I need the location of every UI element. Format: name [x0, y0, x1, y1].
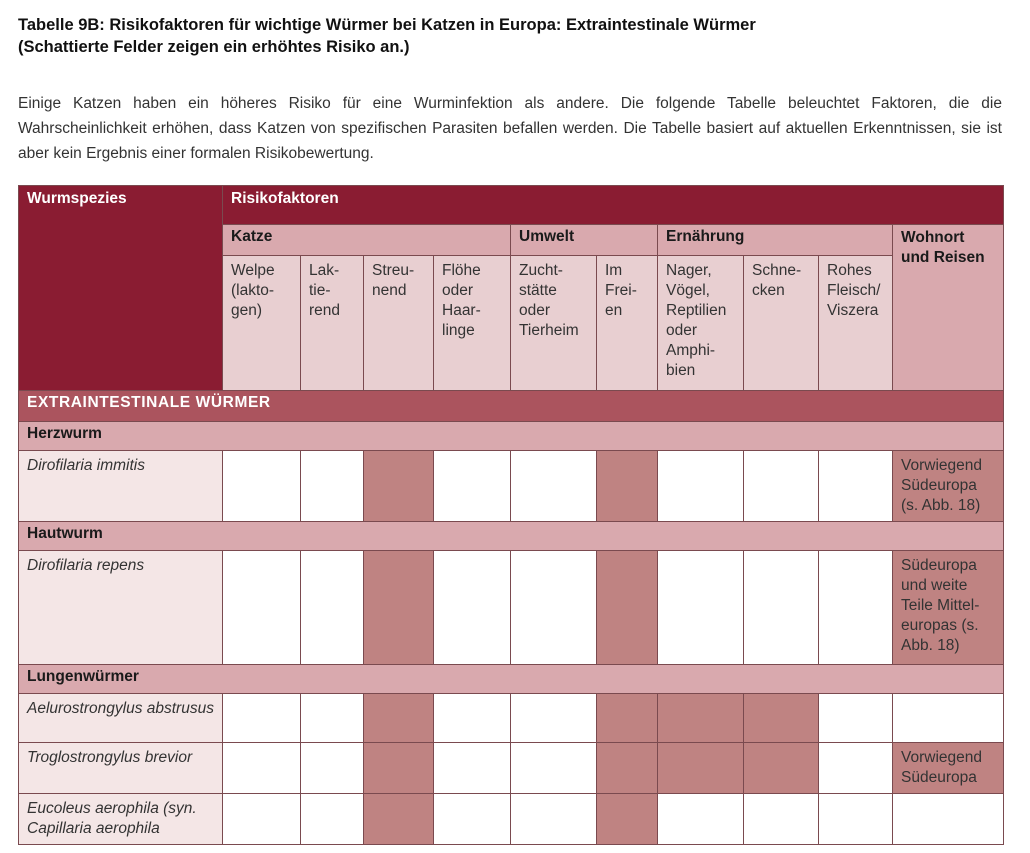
risk-cell-shaded [364, 694, 434, 743]
risk-cell-empty [434, 794, 511, 845]
factor-header-laktierend: Lak-tie-rend [301, 256, 364, 391]
species-name: Eucoleus aerophila (syn. Capillaria aerophila [19, 794, 223, 845]
risk-cell-empty [223, 794, 301, 845]
worm-group-header: Lungenwürmer [19, 665, 1004, 694]
factor-header-streunend: Streu-nend [364, 256, 434, 391]
risk-cell-empty [819, 743, 893, 794]
factor-header-schnecken: Schne-cken [744, 256, 819, 391]
risk-cell-empty [744, 551, 819, 665]
section-header: EXTRAINTESTINALE WÜRMER [19, 391, 1004, 422]
risk-cell-shaded [364, 451, 434, 522]
risk-cell-shaded [597, 551, 658, 665]
worm-group-header: Herzwurm [19, 422, 1004, 451]
factor-header-welpe: Welpe (lakto-gen) [223, 256, 301, 391]
species-row [19, 694, 1004, 743]
risk-cell-shaded [597, 694, 658, 743]
species-row [19, 451, 1004, 522]
species-row [19, 551, 1004, 665]
risk-cell-empty [819, 451, 893, 522]
risk-cell-empty [434, 743, 511, 794]
group-header-wohnort: Wohnort und Reisen [893, 225, 1004, 391]
risk-cell-empty [511, 451, 597, 522]
risk-cell-shaded [364, 794, 434, 845]
risk-cell-empty [511, 743, 597, 794]
risk-cell-empty [301, 694, 364, 743]
risk-cell-empty [223, 451, 301, 522]
risk-cell-shaded [744, 694, 819, 743]
species-name: Dirofilaria immitis [19, 451, 223, 522]
worm-group-header: Hautwurm [19, 522, 1004, 551]
wohnort-cell: Vorwiegend Südeuropa (s. Abb. 18) [893, 451, 1004, 522]
risk-cell-shaded [597, 451, 658, 522]
group-header-umwelt: Umwelt [511, 225, 658, 256]
species-name: Dirofilaria repens [19, 551, 223, 665]
risk-cell-empty [301, 794, 364, 845]
header-risk-factors: Risikofaktoren [223, 186, 1004, 225]
risk-cell-shaded [658, 694, 744, 743]
group-header-katze: Katze [223, 225, 511, 256]
risk-cell-empty [819, 694, 893, 743]
risk-cell-empty [301, 743, 364, 794]
risk-cell-empty [223, 694, 301, 743]
species-name: Troglostrongylus brevior [19, 743, 223, 794]
risk-cell-shaded [364, 551, 434, 665]
risk-cell-shaded [597, 743, 658, 794]
factor-header-floehe: Flöhe oder Haar-linge [434, 256, 511, 391]
risk-cell-empty [434, 451, 511, 522]
factor-header-nager: Nager, Vögel, Reptilien oder Amphi-bien [658, 256, 744, 391]
risk-cell-shaded [658, 743, 744, 794]
risk-cell-empty [819, 794, 893, 845]
title-line-2: (Schattierte Felder zeigen ein erhöhtes Risiko an.) [18, 38, 410, 56]
risk-cell-empty [301, 451, 364, 522]
risk-cell-empty [744, 451, 819, 522]
species-row [19, 743, 1004, 794]
risk-cell-empty [658, 794, 744, 845]
risk-factor-table [18, 185, 1004, 845]
species-name: Aelurostrongylus abstrusus [19, 694, 223, 743]
risk-cell-shaded [597, 794, 658, 845]
risk-cell-empty [223, 743, 301, 794]
factor-header-rohes-fleisch: Rohes Fleisch/ Viszera [819, 256, 893, 391]
group-header-ernaehrung: Ernährung [658, 225, 893, 256]
factor-header-zuchtstaette: Zucht-stätte oder Tierheim [511, 256, 597, 391]
wohnort-cell: Vorwiegend Südeuropa [893, 743, 1004, 794]
risk-cell-empty [434, 551, 511, 665]
risk-cell-empty [511, 551, 597, 665]
risk-cell-shaded [744, 743, 819, 794]
risk-cell-empty [301, 551, 364, 665]
wohnort-cell [893, 794, 1004, 845]
risk-cell-empty [511, 794, 597, 845]
risk-cell-empty [511, 694, 597, 743]
risk-cell-empty [658, 451, 744, 522]
title-line-1: Tabelle 9B: Risikofaktoren für wichtige Würmer bei Katzen in Europa: Extraintestinale Würmer [18, 16, 756, 34]
risk-cell-shaded [364, 743, 434, 794]
risk-cell-empty [744, 794, 819, 845]
risk-cell-empty [658, 551, 744, 665]
wohnort-cell [893, 694, 1004, 743]
risk-cell-empty [819, 551, 893, 665]
species-row [19, 794, 1004, 845]
table-title [18, 14, 1018, 58]
risk-cell-empty [434, 694, 511, 743]
factor-header-im-freien: Im Frei-en [597, 256, 658, 391]
intro-paragraph: Einige Katzen haben ein höheres Risiko für eine Wurminfektion als andere. Die folgende Tabelle beleuchtet Faktoren, die die Wahrscheinlichkeit erhöhen, dass Katzen von spezifischen Parasiten befallen werden. Die Tabelle basiert auf aktuellen Erkenntnissen, sie ist aber kein Ergebnis einer formalen Risikobewertung. [18, 95, 1002, 162]
header-species: Wurmspezies [19, 186, 223, 391]
wohnort-cell: Südeuropa und weite Teile Mittel-europas (s. Abb. 18) [893, 551, 1004, 665]
risk-cell-empty [223, 551, 301, 665]
